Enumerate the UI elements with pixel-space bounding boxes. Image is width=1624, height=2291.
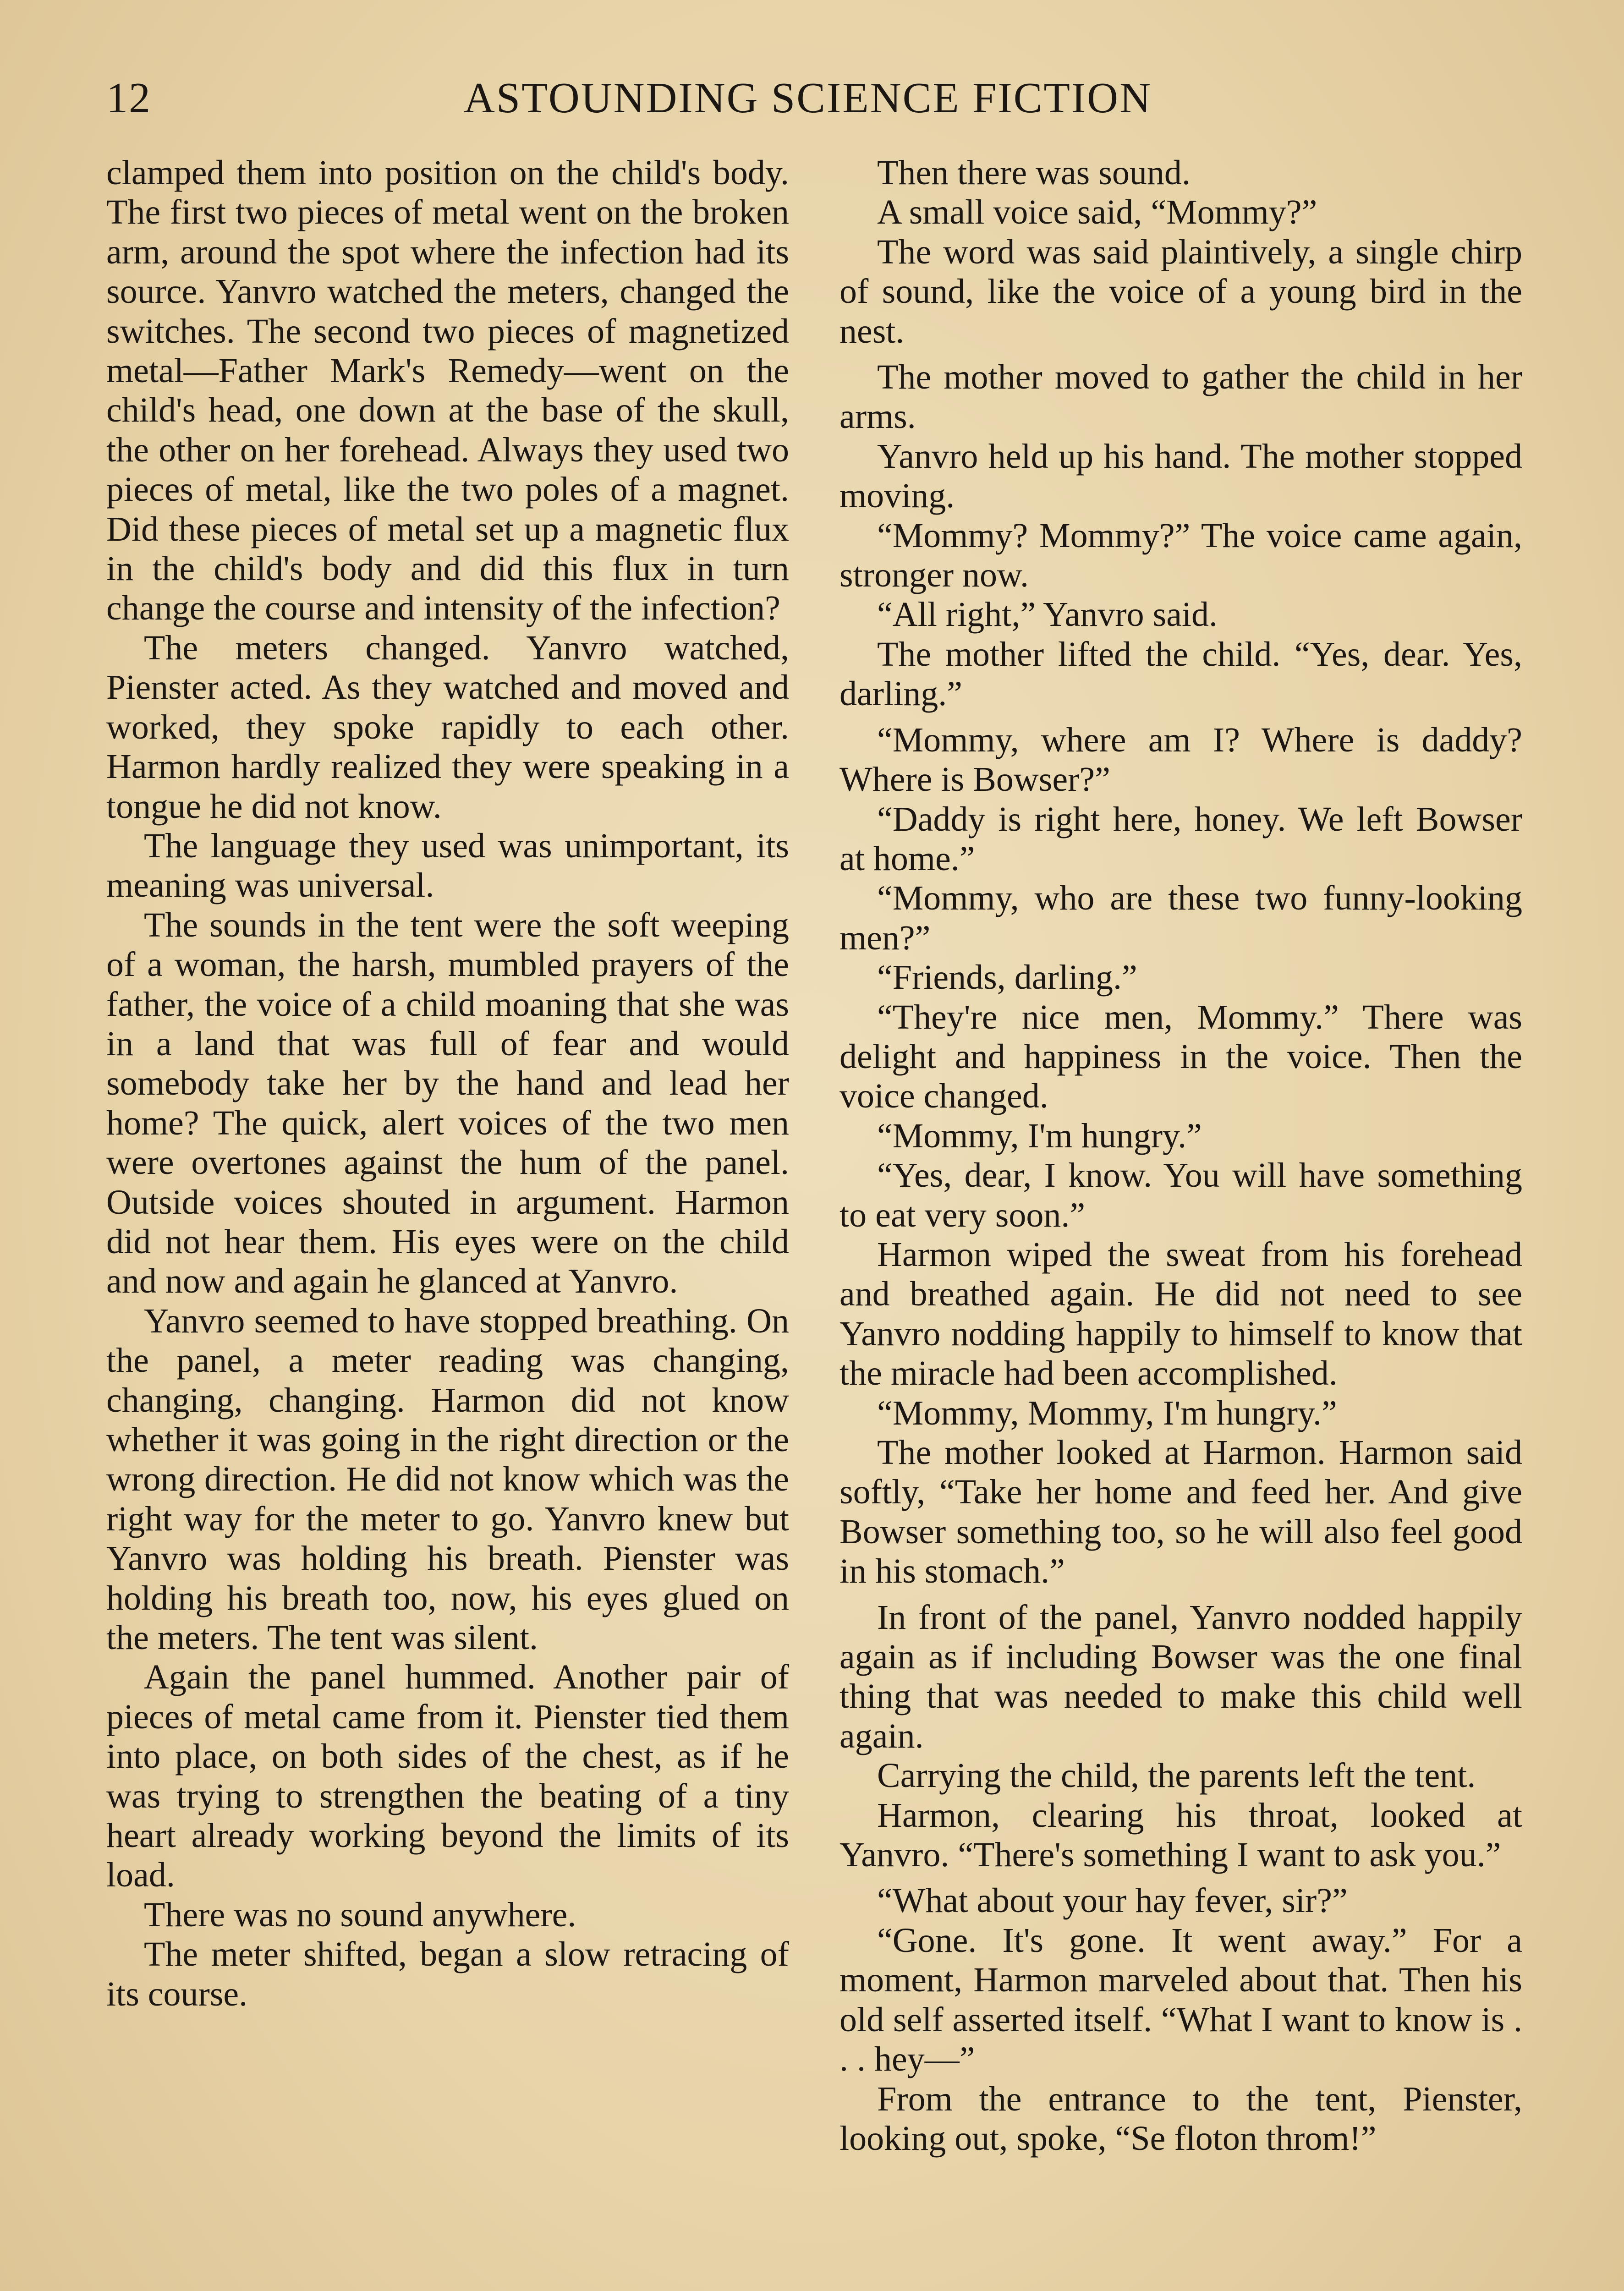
paragraph: In front of the panel, Yanvro nodded happily again as if including Bowser was the one final thing that was needed to make this child well again. <box>839 1598 1522 1755</box>
running-title: ASTOUNDING SCIENCE FICTION <box>464 74 1152 122</box>
right-text-column <box>839 153 1522 2158</box>
paragraph: From the entrance to the tent, Pienster, looking out, spoke, “Se floton throm!” <box>839 2079 1522 2158</box>
paragraph: “Mommy, who are these two funny-looking men?” <box>839 879 1522 957</box>
paragraph: “All right,” Yanvro said. <box>877 595 1218 634</box>
paragraph: The language they used was unimportant, its meaning was universal. <box>106 826 789 905</box>
paragraph: “Mommy, I'm hungry.” <box>877 1116 1202 1155</box>
paragraph: Harmon, clearing his throat, looked at Yanvro. “There's something I want to ask you.” <box>839 1796 1522 1874</box>
paragraph: The mother lifted the child. “Yes, dear. Yes, darling.” <box>839 635 1522 713</box>
page-number: 12 <box>106 74 151 122</box>
paragraph: The mother looked at Harmon. Harmon said softly, “Take her home and feed her. And give Bowser something too, so he will also feel good in his stomach.” <box>839 1433 1522 1591</box>
paragraph: “They're nice men, Mommy.” There was delight and happiness in the voice. Then the voice changed. <box>839 998 1522 1116</box>
paragraph: There was no sound anywhere. <box>144 1895 576 1934</box>
paragraph: The meter shifted, began a slow retracing of its course. <box>106 1935 789 2013</box>
paragraph: “Mommy, Mommy, I'm hungry.” <box>877 1393 1337 1432</box>
paragraph: The word was said plaintively, a single chirp of sound, like the voice of a young bird in the nest. <box>839 232 1522 351</box>
paragraph: “What about your hay fever, sir?” <box>877 1881 1348 1920</box>
paragraph: clamped them into position on the child's body. The first two pieces of metal went on the broken arm, around the spot where the infection had its source. Yanvro watched the meters, changed the switches. The second two pieces of magnetized metal—Father Mark's Remedy—went on the child's head, one down at the base of the skull, the other on her forehead. Always they used two pieces of metal, like the two poles of a magnet. Did these pieces of metal set up a magnetic flux in the child's body and did this flux in turn change the course and intensity of the infection? <box>106 153 789 628</box>
left-text-column <box>106 153 789 2014</box>
paragraph: Harmon wiped the sweat from his forehead and breathed again. He did not need to see Yanvro nodding happily to himself to know that the miracle had been accomplished. <box>839 1235 1522 1393</box>
paragraph: The mother moved to gather the child in her arms. <box>839 358 1522 436</box>
paragraph: “Friends, darling.” <box>877 958 1137 997</box>
paragraph: “Mommy, where am I? Where is daddy? Where is Bowser?” <box>839 720 1522 799</box>
paragraph: “Yes, dear, I know. You will have something to eat very soon.” <box>839 1156 1522 1234</box>
page-header <box>106 73 1527 133</box>
paragraph: A small voice said, “Mommy?” <box>877 193 1317 232</box>
paragraph: Again the panel hummed. Another pair of pieces of metal came from it. Pienster tied them into place, on both sides of the chest, as if he was trying to strengthen the beating of a tiny heart already working beyond the limits of its load. <box>106 1658 789 1895</box>
paragraph: The sounds in the tent were the soft weeping of a woman, the harsh, mumbled prayers of the father, the voice of a child moaning that she was in a land that was full of fear and would somebody take her by the hand and lead her home? The quick, alert voices of the two men were overtones against the hum of the panel. Outside voices shouted in argument. Harmon did not hear them. His eyes were on the child and now and again he glanced at Yanvro. <box>106 905 789 1301</box>
paragraph: Yanvro held up his hand. The mother stopped moving. <box>839 437 1522 515</box>
paragraph: Yanvro seemed to have stopped breathing. On the panel, a meter reading was changing, changing, changing. Harmon did not know whether it was going in the right direction or the wrong direction. He did not know which was the right way for the meter to go. Yanvro knew but Yanvro was holding his breath. Pienster was holding his breath too, now, his eyes glued on the meters. The tent was silent. <box>106 1301 789 1657</box>
paragraph: “Gone. It's gone. It went away.” For a moment, Harmon marveled about that. Then his old self asserted itself. “What I want to know is . . . hey—” <box>839 1921 1522 2079</box>
paragraph: “Mommy? Mommy?” The voice came again, stronger now. <box>839 516 1522 595</box>
paragraph: Carrying the child, the parents left the tent. <box>877 1756 1476 1795</box>
paragraph: The meters changed. Yanvro watched, Pienster acted. As they watched and moved and worked, they spoke rapidly to each other. Harmon hardly realized they were speaking in a tongue he did not know. <box>106 628 789 826</box>
paragraph: “Daddy is right here, honey. We left Bowser at home.” <box>839 800 1522 878</box>
paragraph: Then there was sound. <box>877 153 1191 192</box>
